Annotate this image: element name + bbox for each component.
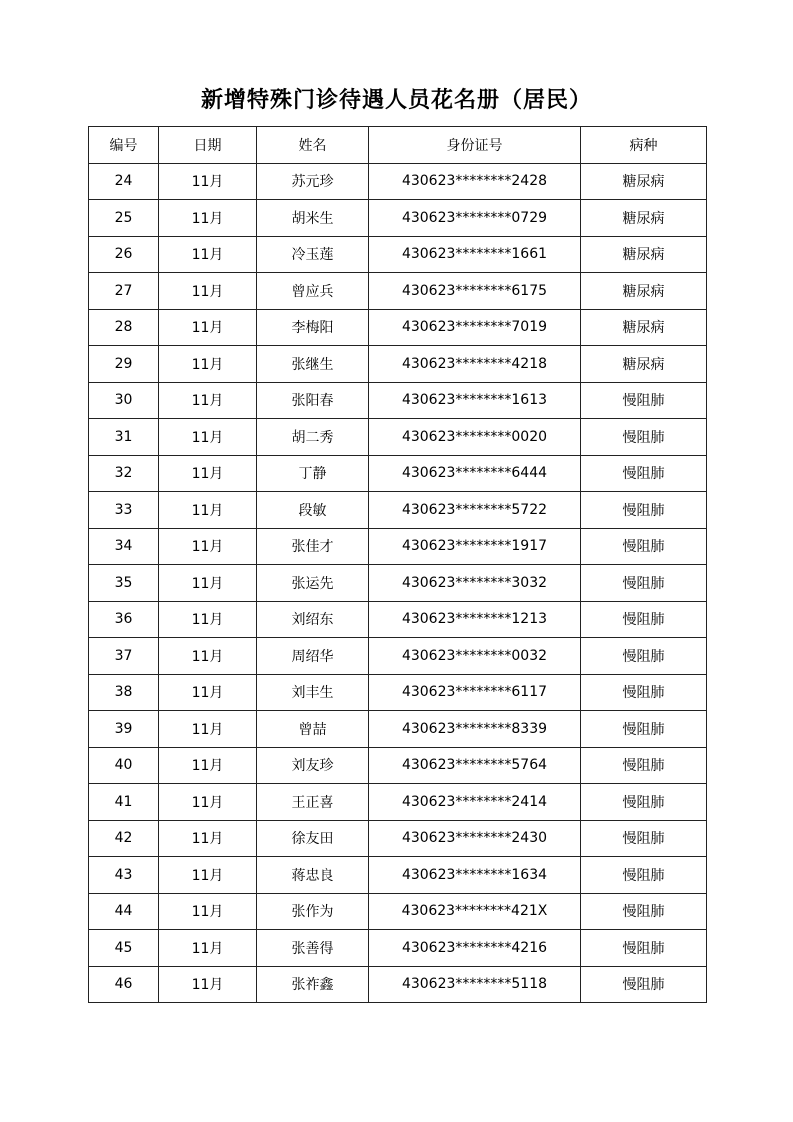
table-row (89, 747, 707, 784)
cell-id-number: 430623********5118 (369, 966, 581, 1003)
cell-date: 11月 (159, 893, 257, 930)
cell-id-number: 430623********2414 (369, 784, 581, 821)
cell-disease: 慢阻肺 (581, 893, 707, 930)
header-disease: 病种 (581, 127, 707, 164)
cell-name: 苏元珍 (257, 163, 369, 200)
cell-date: 11月 (159, 346, 257, 383)
header-name: 姓名 (257, 127, 369, 164)
cell-id-number: 430623********6117 (369, 674, 581, 711)
cell-name: 张佳才 (257, 528, 369, 565)
cell-number: 29 (89, 346, 159, 383)
cell-number: 38 (89, 674, 159, 711)
cell-disease: 慢阻肺 (581, 674, 707, 711)
table-row (89, 930, 707, 967)
table-row (89, 820, 707, 857)
cell-number: 34 (89, 528, 159, 565)
cell-date: 11月 (159, 528, 257, 565)
cell-disease: 慢阻肺 (581, 419, 707, 456)
cell-number: 32 (89, 455, 159, 492)
cell-number: 43 (89, 857, 159, 894)
cell-number: 26 (89, 236, 159, 273)
cell-name: 曾应兵 (257, 273, 369, 310)
cell-date: 11月 (159, 455, 257, 492)
table-row (89, 711, 707, 748)
cell-disease: 糖尿病 (581, 236, 707, 273)
cell-disease: 糖尿病 (581, 163, 707, 200)
cell-disease: 慢阻肺 (581, 966, 707, 1003)
cell-date: 11月 (159, 638, 257, 675)
cell-disease: 糖尿病 (581, 309, 707, 346)
cell-disease: 慢阻肺 (581, 455, 707, 492)
cell-name: 王正喜 (257, 784, 369, 821)
cell-name: 段敏 (257, 492, 369, 529)
cell-id-number: 430623********5722 (369, 492, 581, 529)
cell-id-number: 430623********2428 (369, 163, 581, 200)
cell-name: 张作为 (257, 893, 369, 930)
cell-id-number: 430623********6175 (369, 273, 581, 310)
table-row (89, 346, 707, 383)
cell-number: 45 (89, 930, 159, 967)
cell-number: 35 (89, 565, 159, 602)
cell-number: 33 (89, 492, 159, 529)
cell-date: 11月 (159, 309, 257, 346)
cell-date: 11月 (159, 601, 257, 638)
cell-date: 11月 (159, 674, 257, 711)
cell-name: 蒋忠良 (257, 857, 369, 894)
cell-number: 41 (89, 784, 159, 821)
cell-disease: 慢阻肺 (581, 784, 707, 821)
cell-date: 11月 (159, 273, 257, 310)
cell-name: 张祚鑫 (257, 966, 369, 1003)
header-row (89, 127, 707, 164)
cell-disease: 糖尿病 (581, 346, 707, 383)
table-row (89, 784, 707, 821)
cell-name: 胡二秀 (257, 419, 369, 456)
cell-name: 周绍华 (257, 638, 369, 675)
cell-disease: 慢阻肺 (581, 857, 707, 894)
cell-number: 25 (89, 200, 159, 237)
cell-name: 刘绍东 (257, 601, 369, 638)
cell-id-number: 430623********7019 (369, 309, 581, 346)
cell-date: 11月 (159, 382, 257, 419)
table-row (89, 200, 707, 237)
cell-number: 46 (89, 966, 159, 1003)
header-number: 编号 (89, 127, 159, 164)
cell-number: 31 (89, 419, 159, 456)
cell-name: 张善得 (257, 930, 369, 967)
cell-disease: 慢阻肺 (581, 930, 707, 967)
cell-name: 李梅阳 (257, 309, 369, 346)
table-row (89, 492, 707, 529)
table-row (89, 565, 707, 602)
table-row (89, 309, 707, 346)
cell-disease: 慢阻肺 (581, 601, 707, 638)
cell-disease: 慢阻肺 (581, 528, 707, 565)
cell-disease: 慢阻肺 (581, 747, 707, 784)
table-row (89, 382, 707, 419)
cell-id-number: 430623********1634 (369, 857, 581, 894)
table-row (89, 674, 707, 711)
cell-id-number: 430623********3032 (369, 565, 581, 602)
cell-date: 11月 (159, 784, 257, 821)
cell-disease: 慢阻肺 (581, 638, 707, 675)
cell-date: 11月 (159, 857, 257, 894)
cell-id-number: 430623********421X (369, 893, 581, 930)
table-row (89, 236, 707, 273)
cell-id-number: 430623********6444 (369, 455, 581, 492)
cell-id-number: 430623********0020 (369, 419, 581, 456)
cell-name: 张运先 (257, 565, 369, 602)
table-row (89, 163, 707, 200)
cell-disease: 糖尿病 (581, 200, 707, 237)
table-row (89, 638, 707, 675)
cell-disease: 慢阻肺 (581, 565, 707, 602)
cell-id-number: 430623********1661 (369, 236, 581, 273)
page-title: 新增特殊门诊待遇人员花名册（居民） (200, 87, 592, 113)
cell-number: 36 (89, 601, 159, 638)
table-row (89, 419, 707, 456)
cell-date: 11月 (159, 236, 257, 273)
cell-date: 11月 (159, 930, 257, 967)
cell-disease: 慢阻肺 (581, 492, 707, 529)
cell-disease: 慢阻肺 (581, 820, 707, 857)
table-row (89, 528, 707, 565)
cell-id-number: 430623********1213 (369, 601, 581, 638)
cell-date: 11月 (159, 163, 257, 200)
cell-id-number: 430623********1613 (369, 382, 581, 419)
table-row (89, 893, 707, 930)
cell-number: 30 (89, 382, 159, 419)
cell-number: 40 (89, 747, 159, 784)
cell-date: 11月 (159, 200, 257, 237)
cell-id-number: 430623********4216 (369, 930, 581, 967)
cell-number: 42 (89, 820, 159, 857)
cell-date: 11月 (159, 419, 257, 456)
roster-table (88, 126, 707, 1003)
cell-number: 37 (89, 638, 159, 675)
cell-date: 11月 (159, 747, 257, 784)
cell-name: 徐友田 (257, 820, 369, 857)
header-id-number: 身份证号 (369, 127, 581, 164)
header-date: 日期 (159, 127, 257, 164)
cell-id-number: 430623********4218 (369, 346, 581, 383)
table-row (89, 601, 707, 638)
cell-number: 27 (89, 273, 159, 310)
table-row (89, 966, 707, 1003)
cell-disease: 糖尿病 (581, 273, 707, 310)
cell-name: 丁静 (257, 455, 369, 492)
cell-date: 11月 (159, 492, 257, 529)
cell-id-number: 430623********0032 (369, 638, 581, 675)
cell-name: 刘友珍 (257, 747, 369, 784)
cell-id-number: 430623********1917 (369, 528, 581, 565)
cell-date: 11月 (159, 820, 257, 857)
cell-number: 39 (89, 711, 159, 748)
cell-number: 28 (89, 309, 159, 346)
cell-id-number: 430623********2430 (369, 820, 581, 857)
cell-name: 张阳春 (257, 382, 369, 419)
cell-name: 冷玉莲 (257, 236, 369, 273)
cell-date: 11月 (159, 711, 257, 748)
cell-id-number: 430623********0729 (369, 200, 581, 237)
table-row (89, 273, 707, 310)
table-row (89, 455, 707, 492)
cell-number: 24 (89, 163, 159, 200)
cell-name: 曾喆 (257, 711, 369, 748)
cell-id-number: 430623********5764 (369, 747, 581, 784)
cell-name: 张继生 (257, 346, 369, 383)
cell-id-number: 430623********8339 (369, 711, 581, 748)
cell-name: 胡米生 (257, 200, 369, 237)
table-row (89, 857, 707, 894)
cell-name: 刘丰生 (257, 674, 369, 711)
cell-disease: 慢阻肺 (581, 711, 707, 748)
cell-date: 11月 (159, 565, 257, 602)
cell-number: 44 (89, 893, 159, 930)
cell-disease: 慢阻肺 (581, 382, 707, 419)
cell-date: 11月 (159, 966, 257, 1003)
